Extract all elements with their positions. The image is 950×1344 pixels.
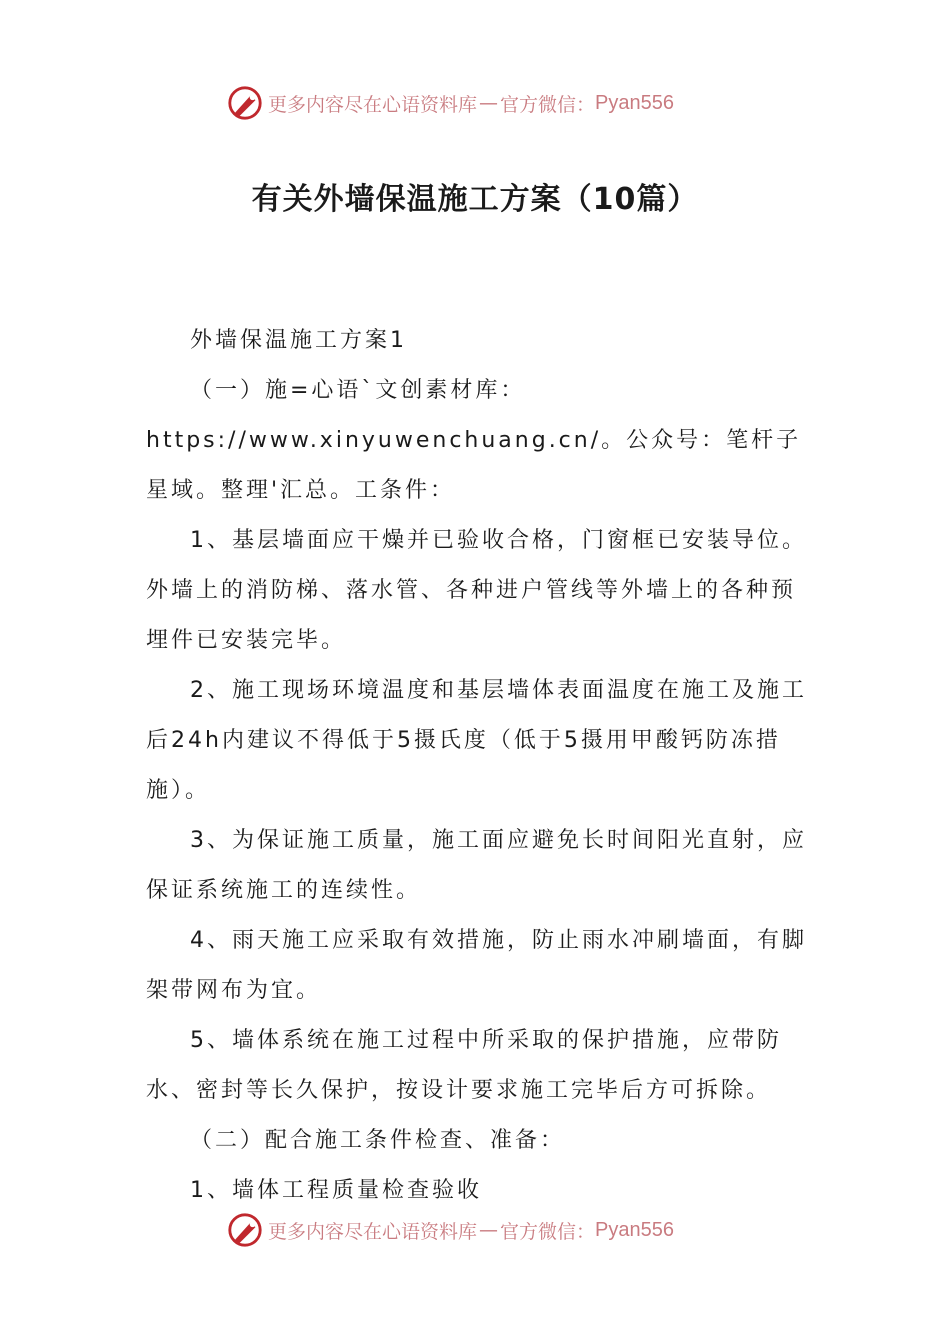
header-banner (226, 83, 674, 123)
paragraph: 1、基层墙面应干燥并已验收合格，门窗框已安装导位。外墙上的消防梯、落水管、各种进户管线等外墙上的各种预埋件已安装完毕。 (146, 528, 807, 653)
paragraph: 4、雨天施工应采取有效措施，防止雨水冲刷墙面，有脚架带网布为宜。 (146, 928, 807, 1003)
banner-label: 官方微信： (500, 93, 596, 116)
footer-banner (226, 1210, 674, 1250)
banner-separator: — (479, 92, 499, 114)
banner-label: 官方微信： (500, 1220, 596, 1243)
pen-nib-logo-icon (226, 84, 264, 122)
document-body (146, 316, 810, 1216)
section-title: 外墙保温施工方案1 (190, 328, 407, 353)
pen-nib-logo-icon (226, 1211, 264, 1249)
paragraph: 3、为保证施工质量，施工面应避免长时间阳光直射，应保证系统施工的连续性。 (146, 828, 807, 903)
paragraph: （二）配合施工条件检查、准备： (190, 1128, 566, 1153)
paragraph: 5、墙体系统在施工过程中所采取的保护措施，应带防水、密封等长久保护，按设计要求施工完毕后方可拆除。 (146, 1028, 782, 1103)
document-title: 有关外墙保温施工方案（10篇） (251, 182, 699, 217)
paragraph: 1、墙体工程质量检查验收 (190, 1178, 482, 1203)
banner-text: 更多内容尽在心语资料库 (268, 93, 478, 116)
banner-text: 更多内容尽在心语资料库 (268, 1220, 478, 1243)
banner-wechat-id: Pyan556 (595, 1218, 674, 1241)
banner-separator: — (479, 1219, 499, 1241)
paragraph: 2、施工现场环境温度和基层墙体表面温度在施工及施工后24h内建议不得低于5摄氏度（低于5摄用甲酸钙防冻措施）。 (146, 678, 807, 803)
paragraph: （一）施=心语`文创素材库：https://www.xinyuwenchuang.cn/。公众号：笔杆子星域。整理'汇总。工条件： (146, 378, 802, 503)
banner-wechat-id: Pyan556 (595, 91, 674, 114)
